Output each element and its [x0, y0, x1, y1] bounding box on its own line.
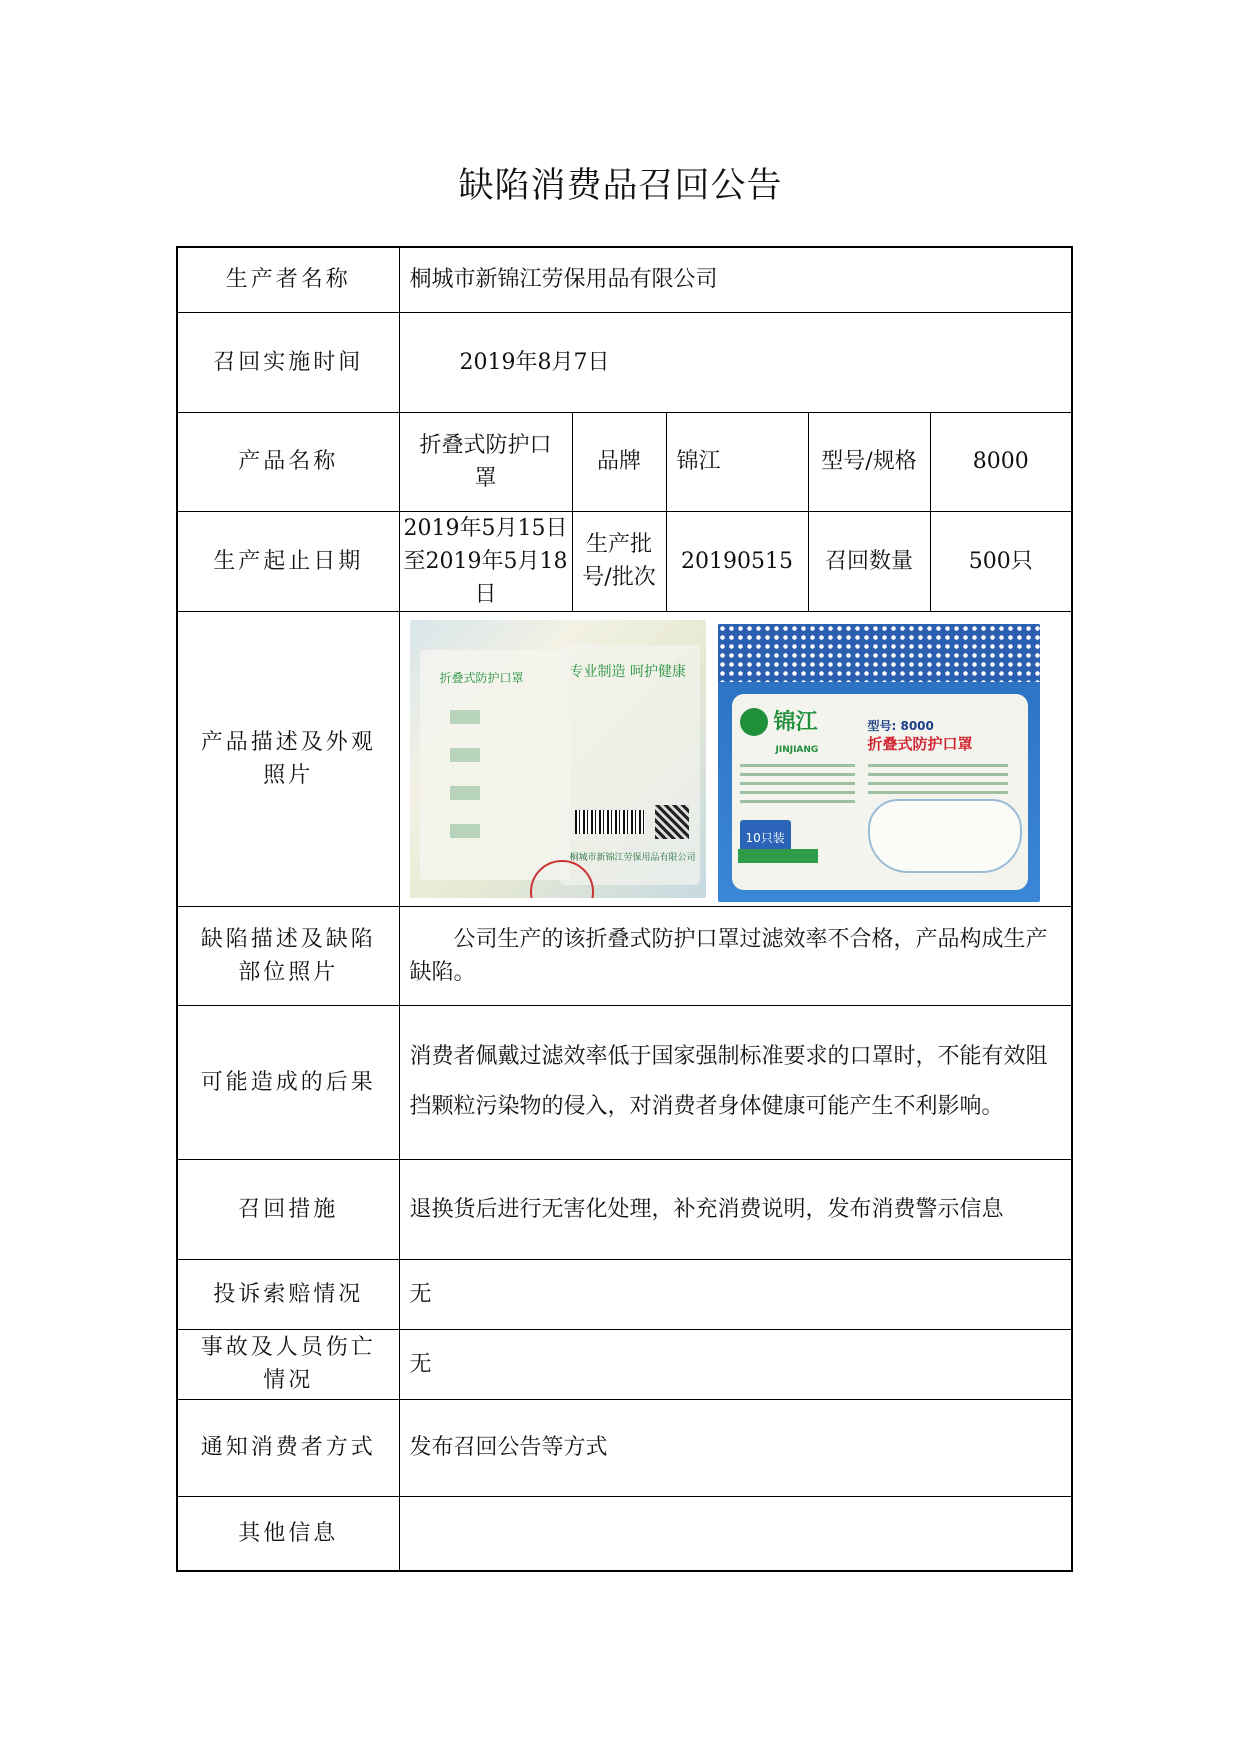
- model-label: 型号/规格: [808, 412, 930, 511]
- green-stripe-icon: [738, 849, 818, 863]
- instruction-diagrams-icon: [450, 710, 480, 860]
- date-value: 2019年8月7日: [399, 312, 1072, 412]
- accident-label: 事故及人员伤亡情况: [177, 1329, 399, 1399]
- pack-count-badge: 10只装: [740, 820, 791, 857]
- notify-label: 通知消费者方式: [177, 1399, 399, 1496]
- brand-value: 锦江: [666, 412, 808, 511]
- brand-cn: 锦江: [773, 709, 818, 735]
- qty-value: 500只: [930, 511, 1072, 611]
- defect-value: 公司生产的该折叠式防护口罩过滤效率不合格，产品构成生产缺陷。: [399, 906, 1072, 1005]
- package-product-title: 折叠式防护口罩: [867, 734, 973, 753]
- product-photo-front: [718, 624, 1040, 902]
- defect-label: 缺陷描述及缺陷部位照片: [177, 906, 399, 1005]
- brand-en: JINJIANG: [775, 744, 819, 755]
- mask-image-icon: [868, 799, 1022, 873]
- photo-label: 产品描述及外观照片: [177, 611, 399, 906]
- package-feature-text: [740, 764, 855, 804]
- consequence-value: 消费者佩戴过滤效率低于国家强制标准要求的口罩时，不能有效阻挡颗粒污染物的侵入，对消费者身体健康可能产生不利影响。: [399, 1005, 1072, 1159]
- package-model: 型号: 8000: [867, 718, 934, 733]
- period-label: 生产起止日期: [177, 511, 399, 611]
- consequence-label: 可能造成的后果: [177, 1005, 399, 1159]
- measures-label: 召回措施: [177, 1159, 399, 1259]
- batch-label: 生产批号/批次: [572, 511, 666, 611]
- package-feature-text-2: [868, 764, 1008, 800]
- producer-value: 桐城市新锦江劳保用品有限公司: [399, 247, 1072, 312]
- complaint-label: 投诉索赔情况: [177, 1259, 399, 1329]
- page-title: 缺陷消费品召回公告: [458, 166, 783, 206]
- barcode-icon: [575, 810, 645, 834]
- recall-table: [176, 246, 1073, 1572]
- measures-value: 退换货后进行无害化处理，补充消费说明，发布消费警示信息: [399, 1159, 1072, 1259]
- product-photo-back: [410, 620, 706, 898]
- product-label: 产品名称: [177, 412, 399, 511]
- accident-value: 无: [399, 1329, 1072, 1399]
- package-manufacturer: 桐城市新锦江劳保用品有限公司: [569, 852, 696, 863]
- brand-label: 品牌: [572, 412, 666, 511]
- notify-value: 发布召回公告等方式: [399, 1399, 1072, 1496]
- photo-cell: [399, 611, 1072, 906]
- producer-label: 生产者名称: [177, 247, 399, 312]
- qr-code-icon: [655, 805, 689, 839]
- model-value: 8000: [930, 412, 1072, 511]
- qty-label: 召回数量: [808, 511, 930, 611]
- complaint-value: 无: [399, 1259, 1072, 1329]
- other-label: 其他信息: [177, 1496, 399, 1571]
- product-value: 折叠式防护口罩: [399, 412, 572, 511]
- brand-logo-icon: [740, 708, 768, 736]
- package-product-name: 折叠式防护口罩: [439, 670, 524, 685]
- package-dot-pattern: [718, 624, 1040, 682]
- date-label: 召回实施时间: [177, 312, 399, 412]
- batch-value: 20190515: [666, 511, 808, 611]
- package-slogan: 专业制造 呵护健康: [569, 663, 686, 680]
- period-value: 2019年5月15日至2019年5月18日: [399, 511, 572, 611]
- other-value: [399, 1496, 1072, 1571]
